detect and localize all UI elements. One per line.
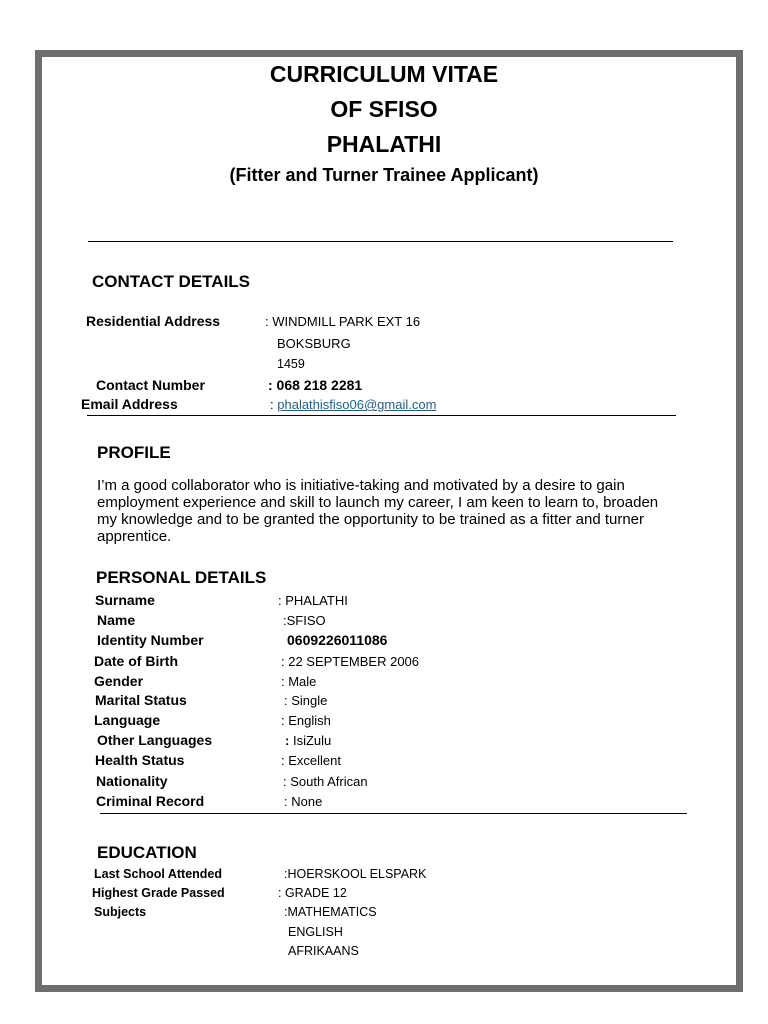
personal-divider (100, 813, 687, 814)
cv-title-line-3: PHALATHI (326, 131, 442, 157)
education-heading: EDUCATION (97, 843, 197, 862)
email-row (270, 397, 436, 412)
marital-label: Marital Status (95, 692, 187, 708)
grade-label: Highest Grade Passed (92, 886, 225, 900)
address-line-1: : WINDMILL PARK EXT 16 (265, 314, 421, 329)
surname-label: Surname (95, 592, 155, 608)
health-value: : Excellent (281, 753, 341, 768)
address-line-3: 1459 (277, 357, 305, 371)
cv-title-line-1: CURRICULUM VITAE (269, 61, 499, 87)
nationality-value: : South African (283, 774, 368, 789)
contact-heading: CONTACT DETAILS (92, 272, 251, 291)
other-languages-colon: : (285, 733, 290, 748)
name-label: Name (97, 612, 136, 628)
cv-title-line-2: OF SFISO (330, 96, 438, 122)
subject-1: :MATHEMATICS (284, 905, 377, 919)
phone-value: : 068 218 2281 (268, 377, 363, 393)
header-divider (88, 241, 673, 242)
dob-value: : 22 SEPTEMBER 2006 (281, 654, 420, 669)
surname-value: : PHALATHI (278, 593, 348, 608)
subjects-label: Subjects (94, 905, 147, 919)
language-value: : English (281, 713, 331, 728)
marital-value: : Single (284, 693, 328, 708)
gender-label: Gender (94, 673, 144, 689)
language-label: Language (94, 712, 161, 728)
contact-divider (87, 415, 676, 416)
profile-text: I’m a good collaborator who is initiative-taking and motivated by a desire to gain employment experience and skill to launch my career, I am keen to learn to, broaden my knowledge and to be granted the opportunity to be trained as a fitter and turner apprentice. (97, 477, 659, 545)
other-languages-row (285, 733, 331, 748)
grade-value: : GRADE 12 (278, 886, 347, 900)
nationality-label: Nationality (96, 773, 168, 789)
email-colon: : (270, 397, 274, 412)
subject-2: ENGLISH (288, 925, 343, 939)
address-label: Residential Address (86, 313, 221, 329)
school-value: :HOERSKOOL ELSPARK (284, 867, 427, 881)
id-label: Identity Number (97, 632, 204, 648)
profile-heading: PROFILE (97, 443, 171, 462)
criminal-record-label: Criminal Record (96, 793, 205, 809)
email-label: Email Address (81, 396, 178, 412)
other-languages-label: Other Languages (97, 732, 213, 748)
gender-value: : Male (281, 674, 317, 689)
cv-subtitle: (Fitter and Turner Trainee Applicant) (229, 165, 539, 185)
name-value: :SFISO (283, 613, 326, 628)
criminal-record-value: : None (284, 794, 323, 809)
other-languages-value: IsiZulu (292, 733, 332, 748)
personal-heading: PERSONAL DETAILS (96, 568, 267, 587)
school-label: Last School Attended (94, 867, 223, 881)
id-value: 0609226011086 (287, 632, 388, 648)
subject-3: AFRIKAANS (288, 944, 359, 958)
health-label: Health Status (95, 752, 185, 768)
email-link[interactable]: phalathisfiso06@gmail.com (277, 397, 437, 412)
address-line-2: BOKSBURG (277, 336, 351, 351)
phone-label: Contact Number (96, 377, 205, 393)
dob-label: Date of Birth (94, 653, 178, 669)
